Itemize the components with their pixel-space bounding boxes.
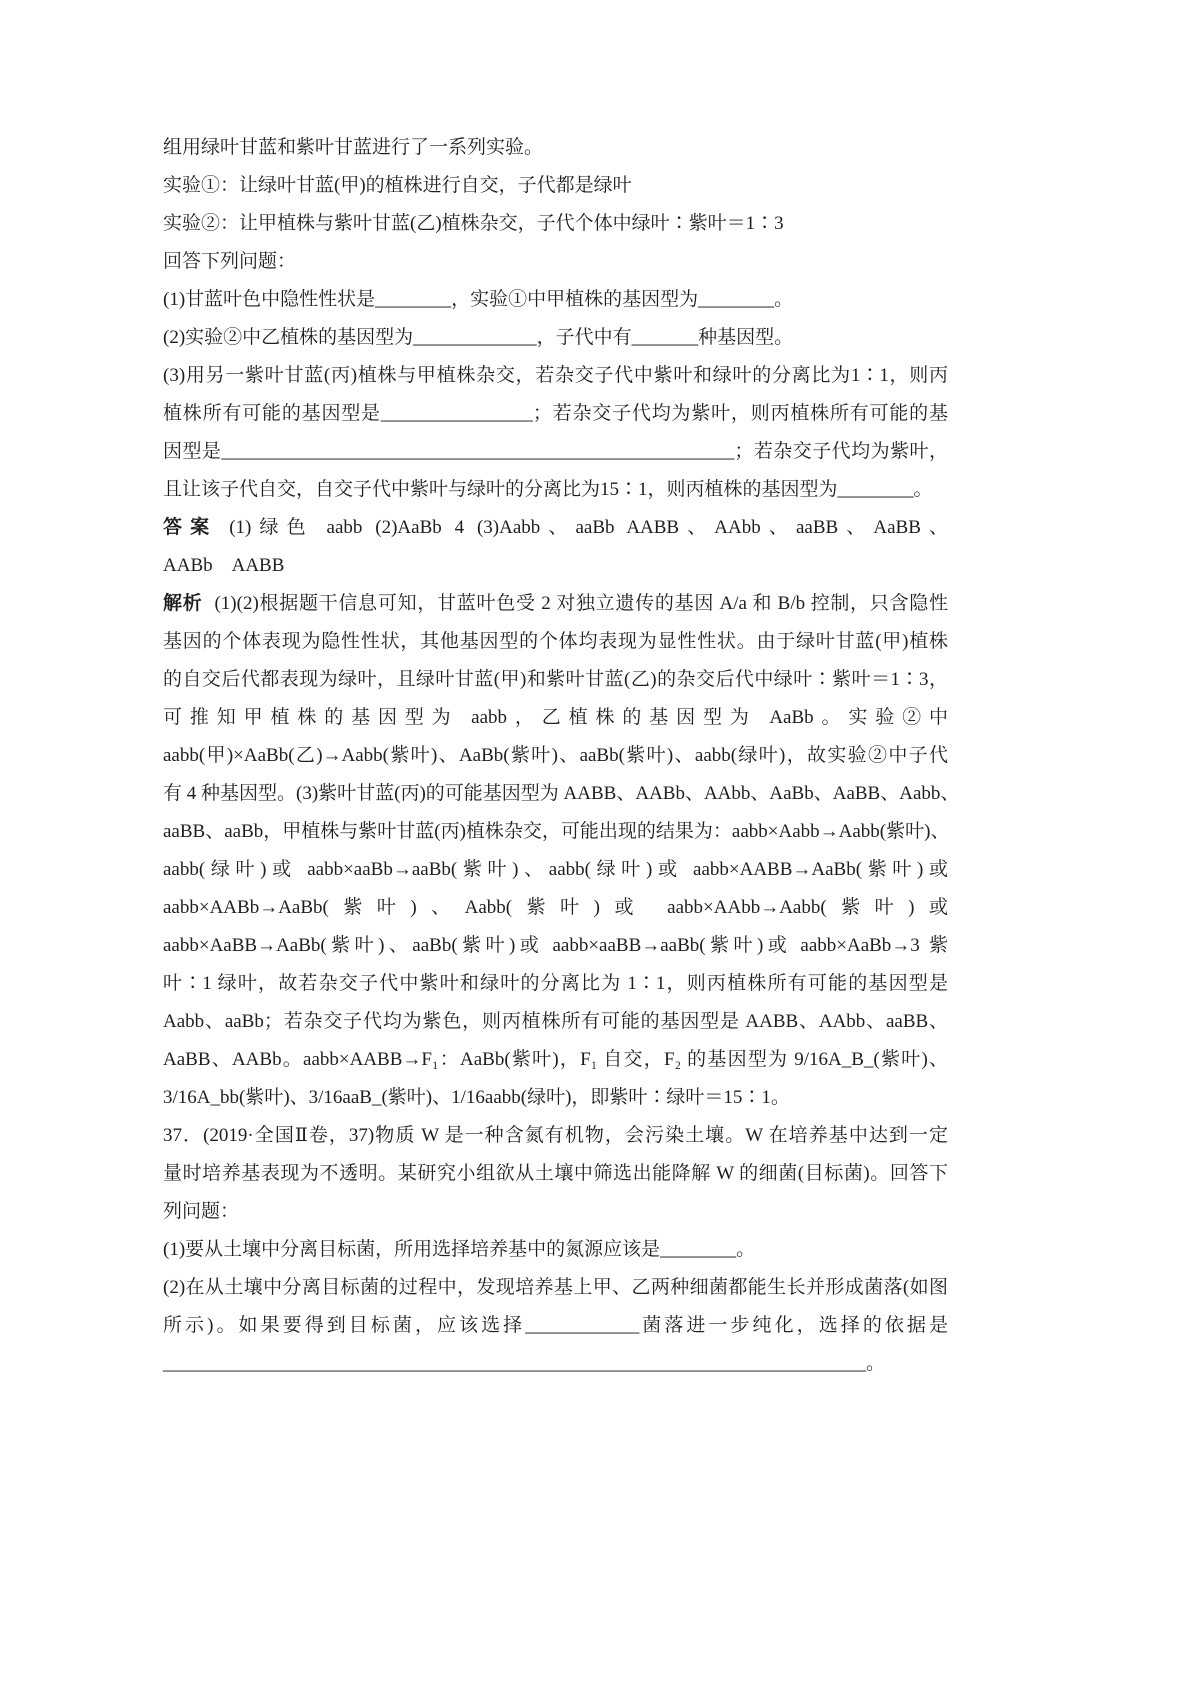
analysis-section (163, 585, 960, 1117)
sub-question-3: (3)用另一紫叶甘蓝(丙)植株与甲植株杂交，若杂交子代中紫叶和绿叶的分离比为1∶1，则丙 (163, 365, 948, 386)
sub-question-1: (1)甘蓝叶色中隐性性状是________，实验①中甲植株的基因型为________。 (163, 289, 794, 310)
analysis-line: aaBB、aaBb，甲植株与紫叶甘蓝(丙)植株杂交，可能出现的结果为：aabb×Aabb→Aabb(紫叶)、 (163, 821, 950, 842)
text-line: 植株所有可能的基因型是________________；若杂交子代均为紫叶，则丙植株所有可能的基 (163, 403, 948, 424)
question-37 (163, 1117, 948, 1383)
answer-section (163, 509, 948, 585)
sub-question-2: (2)实验②中乙植株的基因型为_____________，子代中有_______种基因型。 (163, 327, 794, 348)
text-line: 组用绿叶甘蓝和紫叶甘蓝进行了一系列实验。 (163, 137, 544, 158)
analysis-text: (1)(2)根据题干信息可知，甘蓝叶色受 2 对独立遗传的基因 A/a 和 B/b 控制，只含隐性 (214, 593, 948, 614)
analysis-line: Aabb、aaBb；若杂交子代均为紫色，则丙植株所有可能的基因型是 AABB、AAbb、aaBB、 (163, 1011, 948, 1032)
answer-line (163, 509, 948, 547)
page-content (163, 129, 960, 1383)
sub-question-1: (1)要从土壤中分离目标菌，所用选择培养基中的氮源应该是________。 (163, 1239, 756, 1260)
analysis-line: 的自交后代都表现为绿叶，且绿叶甘蓝(甲)和紫叶甘蓝(乙)的杂交后代中绿叶∶紫叶＝1∶3， (163, 669, 948, 690)
text-line: 回答下列问题： (163, 251, 297, 272)
question-36-continuation (163, 129, 948, 509)
analysis-line (163, 585, 948, 623)
analysis-line: aabb×AaBB→AaBb(紫叶)、aaBb(紫叶)或 aabb×aaBB→aaBb(紫叶)或 aabb×AaBb→3 紫 (163, 935, 948, 956)
text-line: 所示)。如果要得到目标菌，应该选择____________菌落进一步纯化，选择的依据是 (163, 1315, 948, 1336)
text-line: 列问题： (163, 1201, 240, 1222)
analysis-line: aabb(绿叶)或 aabb×aaBb→aaBb(紫叶)、aabb(绿叶)或 aabb×AABB→AaBb(紫叶)或 (163, 859, 948, 880)
analysis-label: 解析 (163, 593, 203, 614)
analysis-line: 可推知甲植株的基因型为 aabb，乙植株的基因型为 AaBb。实验②中 (163, 707, 948, 728)
text-line: 实验①：让绿叶甘蓝(甲)的植株进行自交，子代都是绿叶 (163, 175, 632, 196)
text-line: 且让该子代自交，自交子代中紫叶与绿叶的分离比为15∶1，则丙植株的基因型为________。 (163, 479, 933, 500)
question-37-stem: 37．(2019·全国Ⅱ卷，37)物质 W 是一种含氮有机物，会污染土壤。W 在培养基中达到一定 (163, 1125, 948, 1146)
analysis-line: 叶∶1 绿叶，故若杂交子代中紫叶和绿叶的分离比为 1∶1，则丙植株所有可能的基因型是 (163, 973, 948, 994)
text-line: 量时培养基表现为不透明。某研究小组欲从土壤中筛选出能降解 W 的细菌(目标菌)。回答下 (163, 1163, 948, 1184)
answer-text: (1)绿色 aabb (2)AaBb 4 (3)Aabb、aaBb AABB、AAbb、aaBB、AaBB、 (229, 517, 948, 538)
answer-blank-line: __________________________________________________________________________。 (163, 1353, 886, 1374)
analysis-line: 有 4 种基因型。(3)紫叶甘蓝(丙)的可能基因型为 AABB、AABb、AAbb、AaBb、AaBB、Aabb、 (163, 783, 960, 804)
analysis-line: aabb×AABb→AaBb(紫叶)、Aabb(紫叶)或 aabb×AAbb→Aabb(紫叶)或 (163, 897, 948, 918)
text-line: 实验②：让甲植株与紫叶甘蓝(乙)植株杂交，子代个体中绿叶∶紫叶＝1∶3 (163, 213, 784, 234)
analysis-line: 基因的个体表现为隐性性状，其他基因型的个体均表现为显性性状。由于绿叶甘蓝(甲)植株 (163, 631, 948, 652)
text-line: 因型是______________________________________________________；若杂交子代均为紫叶， (163, 441, 948, 462)
answer-label: 答案 (163, 517, 218, 538)
analysis-line: AaBB、AABb。aabb×AABB→F₁：AaBb(紫叶)，F₁ 自交，F₂ 的基因型为 9/16A_B_(紫叶)、 (163, 1049, 948, 1070)
sub-question-2: (2)在从土壤中分离目标菌的过程中，发现培养基上甲、乙两种细菌都能生长并形成菌落(如图 (163, 1277, 948, 1298)
answer-line: AABb AABB (163, 555, 285, 576)
analysis-line: 3/16A_bb(紫叶)、3/16aaB_(紫叶)、1/16aabb(绿叶)，即紫叶∶绿叶＝15∶1。 (163, 1087, 790, 1108)
analysis-line: aabb(甲)×AaBb(乙)→Aabb(紫叶)、AaBb(紫叶)、aaBb(紫叶)、aabb(绿叶)，故实验②中子代 (163, 745, 948, 766)
